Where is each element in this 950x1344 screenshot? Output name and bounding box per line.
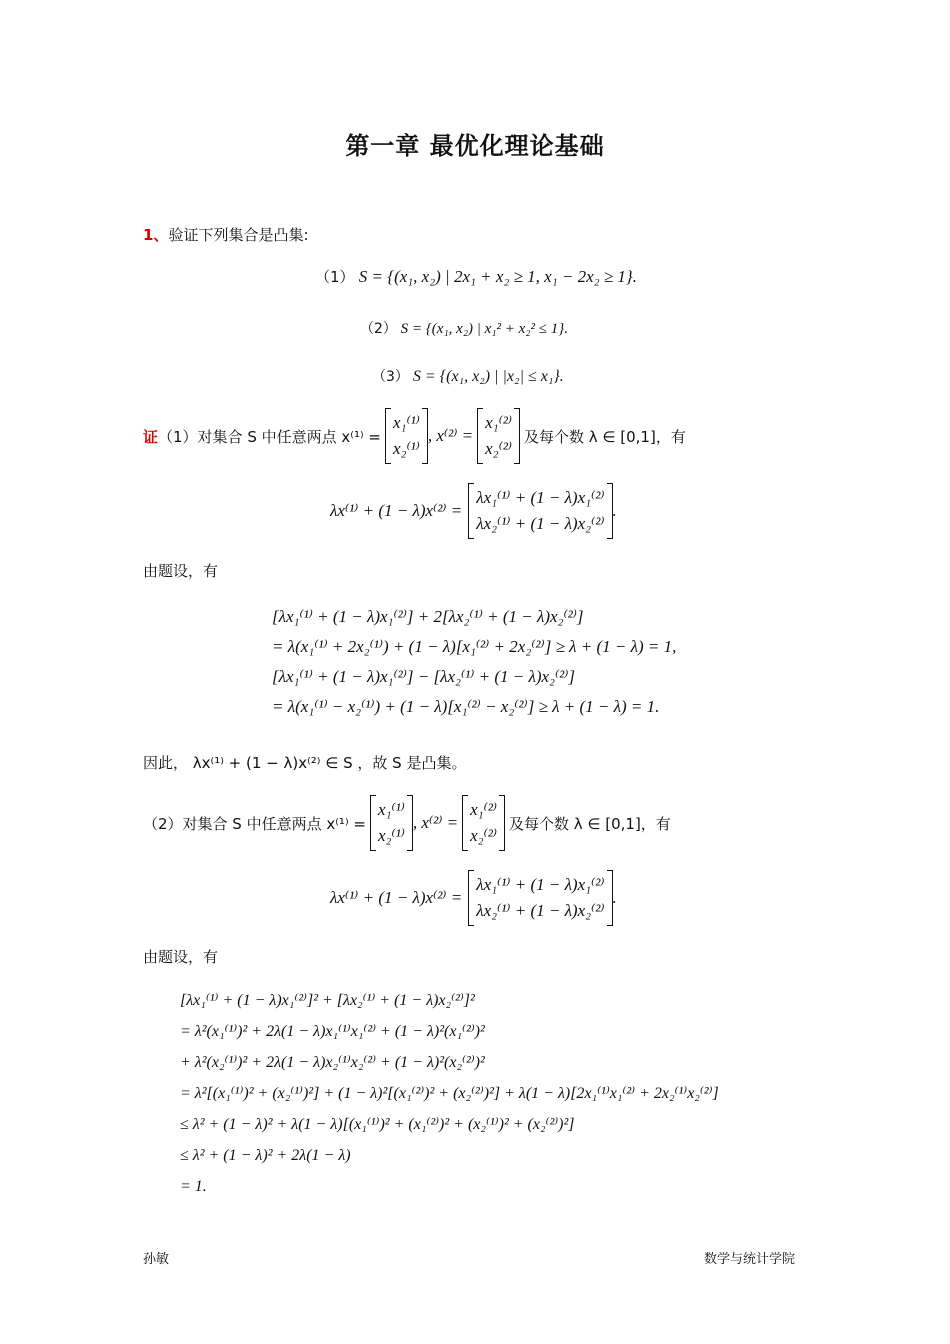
- proof2-line-7: = 1.: [180, 1178, 207, 1195]
- proof2-combo-top: λx₁⁽¹⁾ + (1 − λ)x₁⁽²⁾: [476, 875, 605, 894]
- set-3: [372, 366, 564, 386]
- proof1-x2-vector: [477, 408, 520, 464]
- proof1-x1-top: x₁⁽¹⁾: [392, 413, 420, 432]
- proof2-line-3: + λ²(x₂⁽¹⁾)² + 2λ(1 − λ)x₂⁽¹⁾x₂⁽²⁾ + (1 − λ)²(x₂⁽²⁾)²: [180, 1054, 485, 1071]
- proof1-combo-lhs: λx⁽¹⁾ + (1 − λ)x⁽²⁾ =: [330, 501, 463, 520]
- proof1-line-4: = λ(x₁⁽¹⁾ − x₂⁽¹⁾) + (1 − λ)[x₁⁽²⁾ − x₂⁽²⁾] ≥ λ + (1 − λ) = 1.: [272, 697, 660, 716]
- proof2-derivation: [180, 985, 719, 1202]
- proof-mark: 证: [143, 427, 159, 446]
- proof2-line-2: = λ²(x₁⁽¹⁾)² + 2λ(1 − λ)x₁⁽¹⁾x₁⁽²⁾ + (1 − λ)²(x₁⁽²⁾)²: [180, 1023, 485, 1040]
- set-2-label: （2）: [360, 321, 397, 337]
- proof1-line-3: [λx₁⁽¹⁾ + (1 − λ)x₁⁽²⁾] − [λx₂⁽¹⁾ + (1 − λ)x₂⁽²⁾]: [272, 667, 576, 686]
- set-3-expr: S = {(x₁, x₂) | |x₂| ≤ x₁}.: [412, 368, 564, 385]
- proof1-x1-bot: x₂⁽¹⁾: [392, 439, 420, 458]
- problem-number: 1、: [143, 226, 169, 244]
- proof1-x2-top: x₁⁽²⁾: [485, 413, 513, 432]
- proof1-combo-vector: [468, 483, 612, 539]
- proof1-combo-bot: λx₂⁽¹⁾ + (1 − λ)x₂⁽²⁾: [476, 514, 605, 533]
- proof1-combo-top: λx₁⁽¹⁾ + (1 − λ)x₁⁽²⁾: [476, 488, 605, 507]
- proof2-line-6: ≤ λ² + (1 − λ)² + 2λ(1 − λ): [180, 1147, 351, 1164]
- set-2: [360, 318, 568, 338]
- proof2-x1-vector: [370, 795, 413, 851]
- proof1-intro-tail: 及每个数 λ ∈ [0,1]，有: [524, 427, 686, 446]
- proof1-x2-bot: x₂⁽²⁾: [485, 439, 513, 458]
- proof2-intro-text: （2）对集合 S 中任意两点 x⁽¹⁾ =: [143, 814, 366, 833]
- proof2-x1-top: x₁⁽¹⁾: [377, 800, 405, 819]
- page-title: 第一章 最优化理论基础: [345, 132, 605, 160]
- proof2-combination: [330, 870, 617, 926]
- proof1-intro-text: （1）对集合 S 中任意两点 x⁽¹⁾ =: [158, 427, 381, 446]
- proof2-intro: [143, 795, 671, 851]
- proof2-combo-bot: λx₂⁽¹⁾ + (1 − λ)x₂⁽²⁾: [476, 901, 605, 920]
- proof2-line-5: ≤ λ² + (1 − λ)² + λ(1 − λ)[(x₁⁽¹⁾)² + (x₁⁽²⁾)² + (x₂⁽¹⁾)² + (x₂⁽²⁾)²]: [180, 1116, 575, 1133]
- problem-text: 验证下列集合是凸集:: [168, 226, 309, 244]
- proof2-x2-vector: [462, 795, 505, 851]
- proof1-derivation: [272, 602, 676, 722]
- proof1-combination: [330, 483, 617, 539]
- problem-statement: [143, 224, 309, 245]
- proof1-combo-end: .: [612, 501, 617, 520]
- proof2-intro-tail: 及每个数 λ ∈ [0,1]，有: [509, 814, 671, 833]
- proof2-line-1: [λx₁⁽¹⁾ + (1 − λ)x₁⁽²⁾]² + [λx₂⁽¹⁾ + (1 − λ)x₂⁽²⁾]²: [180, 992, 475, 1009]
- set-1: [315, 266, 637, 287]
- proof2-x1-bot: x₂⁽¹⁾: [377, 826, 405, 845]
- footer-author: 孙敏: [143, 1252, 170, 1267]
- proof2-combo-vector: [468, 870, 612, 926]
- set-1-expr: S = {(x₁, x₂) | 2x₁ + x₂ ≥ 1, x₁ − 2x₂ ≥ 1}.: [358, 267, 637, 286]
- proof1-intro: [143, 408, 686, 464]
- proof1-line-2: = λ(x₁⁽¹⁾ + 2x₂⁽¹⁾) + (1 − λ)[x₁⁽²⁾ + 2x₂⁽²⁾] ≥ λ + (1 − λ) = 1,: [272, 637, 677, 656]
- proof1-line-1: [λx₁⁽¹⁾ + (1 − λ)x₁⁽²⁾] + 2[λx₂⁽¹⁾ + (1 − λ)x₂⁽²⁾]: [272, 607, 584, 626]
- proof2-x2-top: x₁⁽²⁾: [470, 800, 497, 819]
- set-1-label: （1）: [315, 268, 355, 286]
- proof1-x2-eq: , x⁽²⁾ =: [427, 426, 474, 445]
- set-2-expr: S = {(x₁, x₂) | x₁² + x₂² ≤ 1}.: [400, 321, 568, 337]
- set-3-label: （3）: [372, 369, 409, 385]
- proof1-given: 由题设，有: [143, 562, 219, 580]
- proof2-given: 由题设，有: [143, 948, 219, 966]
- proof2-combo-end: .: [612, 888, 617, 907]
- proof2-combo-lhs: λx⁽¹⁾ + (1 − λ)x⁽²⁾ =: [330, 888, 463, 907]
- footer-department: 数学与统计学院: [704, 1252, 796, 1267]
- proof2-x2-eq: , x⁽²⁾ =: [412, 813, 459, 832]
- proof2-x2-bot: x₂⁽²⁾: [470, 826, 497, 845]
- proof1-conclusion: 因此， λx⁽¹⁾ + (1 − λ)x⁽²⁾ ∈ S ，故 S 是凸集。: [143, 754, 467, 772]
- proof1-x1-vector: [385, 408, 428, 464]
- proof2-line-4: = λ²[(x₁⁽¹⁾)² + (x₂⁽¹⁾)²] + (1 − λ)²[(x₁⁽²⁾)² + (x₂⁽²⁾)²] + λ(1 − λ)[2x₁⁽¹⁾x₁⁽²⁾ + 2x₂⁽¹⁾x₂⁽²⁾]: [180, 1085, 719, 1102]
